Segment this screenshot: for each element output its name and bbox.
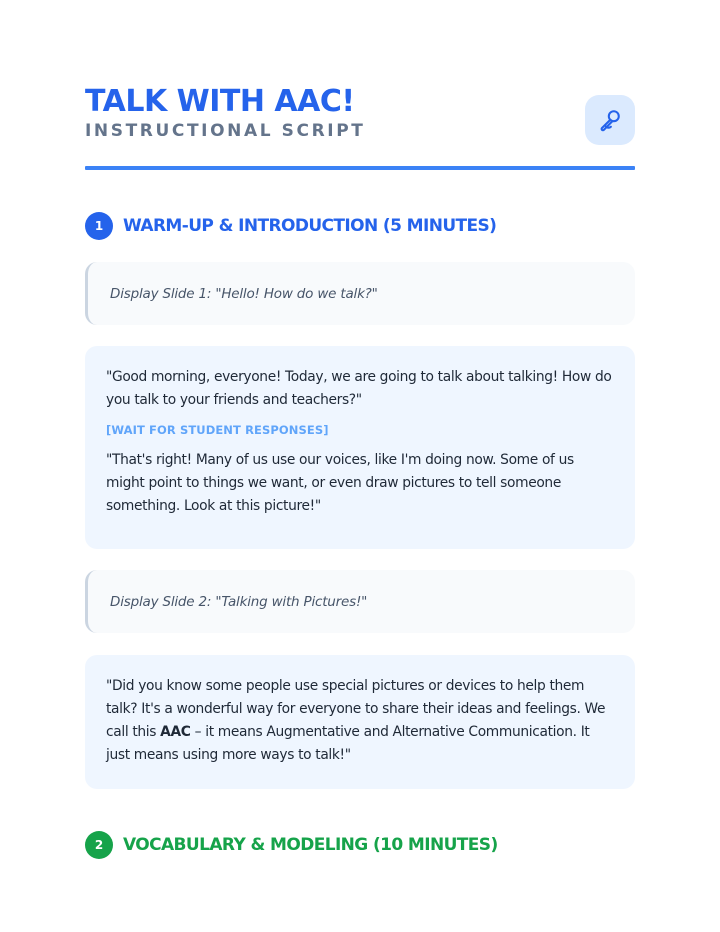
section-heading-vocabulary: [85, 830, 635, 860]
slide-note-2: [85, 570, 635, 633]
slide-note-text: Display Slide 1: "Hello! How do we talk?": [110, 285, 378, 302]
script-paragraph: "That's right! Many of us use our voices, like I'm doing now. Some of us might point to things we want, or even draw pictures to tell someone something. Look at this picture!": [106, 452, 574, 514]
slide-note-1: [85, 262, 635, 325]
header-divider: [85, 166, 635, 170]
microphone-badge: [585, 95, 635, 145]
slide-note-text: Display Slide 2: "Talking with Pictures!": [110, 593, 368, 610]
microphone-icon: [597, 107, 623, 133]
page-header: [85, 82, 635, 172]
section-title: VOCABULARY & MODELING (10 MINUTES): [123, 835, 498, 855]
script-box-2: [85, 655, 635, 789]
section-title: WARM-UP & INTRODUCTION (5 MINUTES): [123, 216, 497, 236]
script-paragraph: "Good morning, everyone! Today, we are going to talk about talking! How do you talk to your friends and teachers?": [106, 369, 612, 408]
script-box-1: [85, 346, 635, 549]
section-number-badge: 2: [85, 831, 113, 859]
script-text: "Did you know some people use special pictures or devices to help them talk? It's a wonderful way for everyone to share their ideas and feelings. We call this: [106, 678, 606, 740]
wait-cue: [WAIT FOR STUDENT RESPONSES]: [106, 423, 329, 437]
section-number-badge: 1: [85, 212, 113, 240]
aac-term: AAC: [160, 724, 191, 740]
script-text: – it means Augmentative and Alternative Communication. It just means using more ways to talk!": [106, 724, 590, 763]
script-paragraph: [106, 675, 614, 767]
page-title: TALK WITH AAC!: [85, 84, 355, 119]
section-heading-warm-up: [85, 211, 635, 241]
page-subtitle: INSTRUCTIONAL SCRIPT: [85, 121, 366, 141]
